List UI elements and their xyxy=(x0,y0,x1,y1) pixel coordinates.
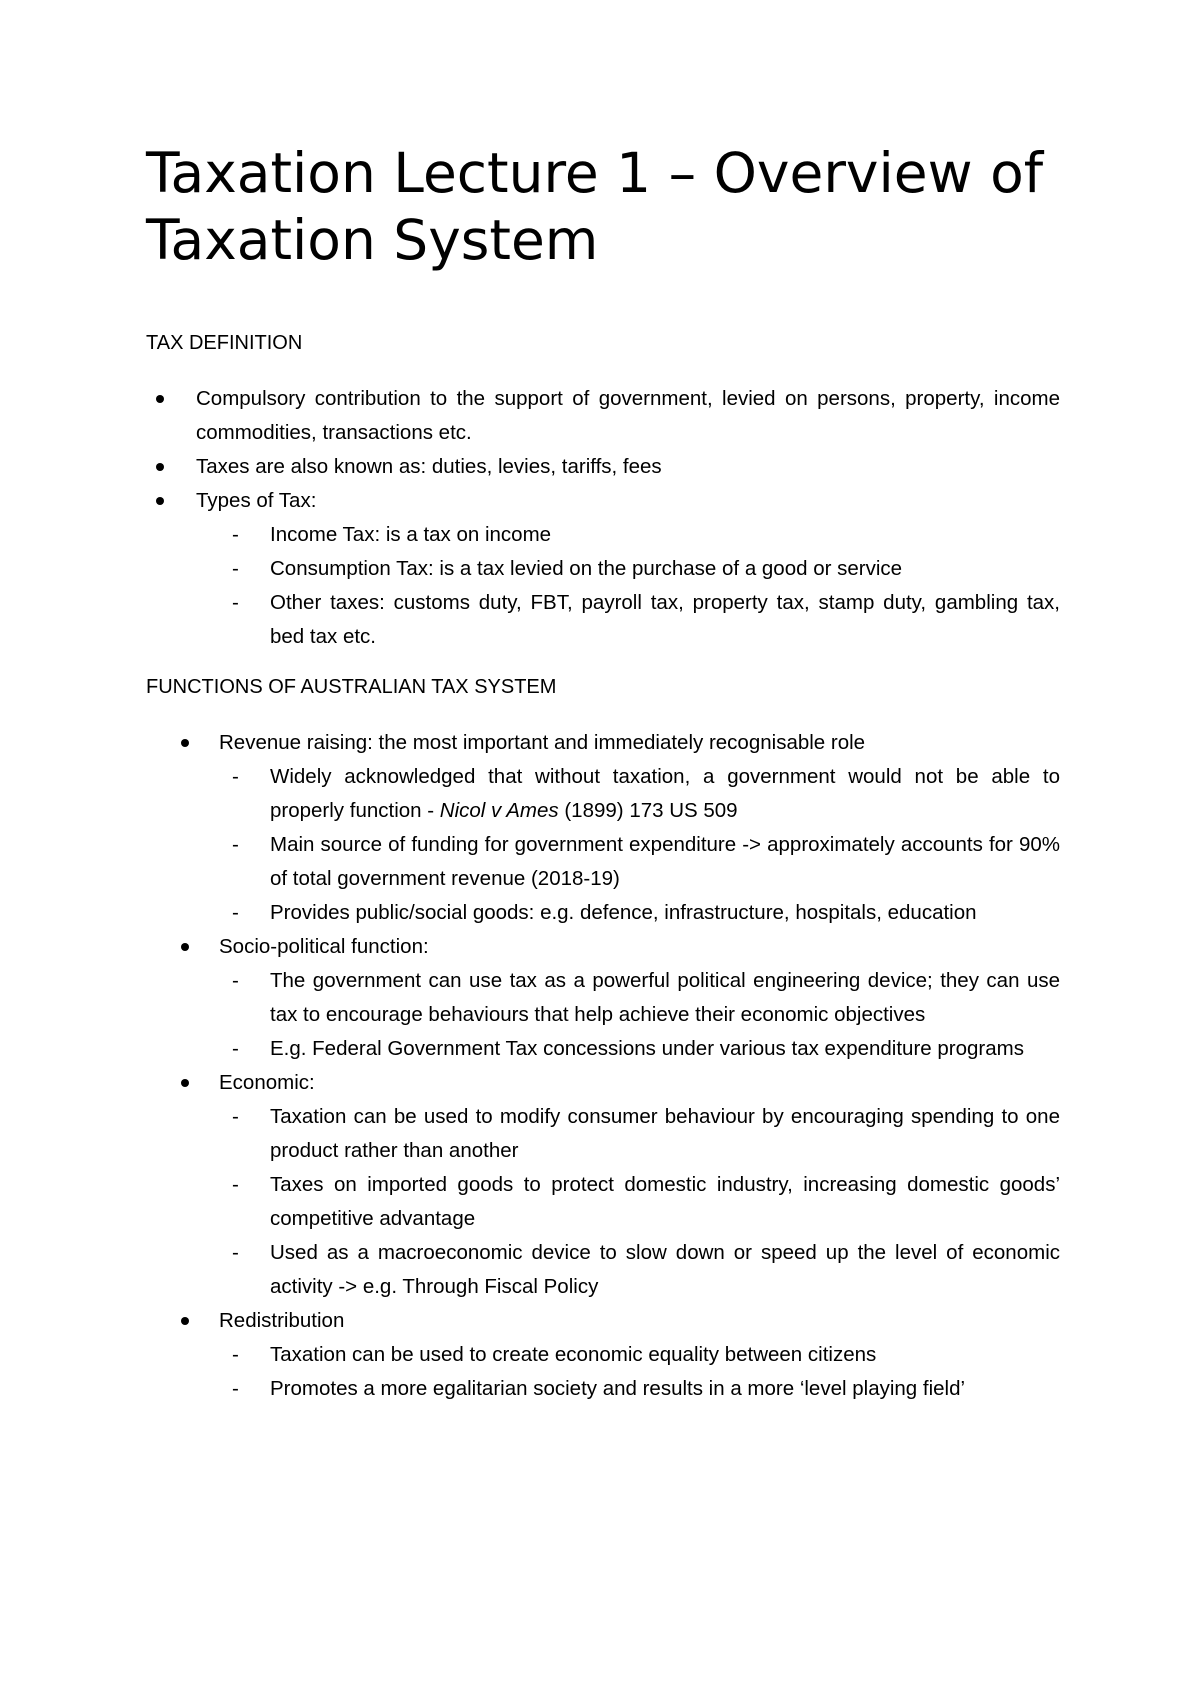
sub-list-item xyxy=(146,518,1060,552)
bullet-icon xyxy=(181,739,189,747)
functions-list xyxy=(146,726,1060,1406)
sub-list-item xyxy=(146,1372,1060,1406)
sub-list-item xyxy=(146,1168,1060,1236)
bullet-text: Economic: xyxy=(219,1071,315,1094)
bullet-icon xyxy=(181,1317,189,1325)
section-heading-functions: FUNCTIONS OF AUSTRALIAN TAX SYSTEM xyxy=(146,676,557,698)
list-item xyxy=(146,450,1060,484)
dash-icon: - xyxy=(232,557,239,580)
sub-item-text: Taxation can be used to modify consumer behaviour by encouraging spending to one product rather than another xyxy=(270,1105,1060,1162)
sub-item-text xyxy=(270,760,1060,828)
list-item xyxy=(146,1066,1060,1304)
sub-list-item xyxy=(146,1338,1060,1372)
dash-icon: - xyxy=(232,1377,239,1400)
sub-list xyxy=(219,964,1060,1066)
sub-item-text: The government can use tax as a powerful political engineering device; they can use tax to encourage behaviours that help achieve their economic objectives xyxy=(270,969,1060,1026)
bullet-text: Redistribution xyxy=(219,1309,345,1332)
section-heading-tax-definition: TAX DEFINITION xyxy=(146,332,303,354)
dash-icon: - xyxy=(232,969,239,992)
bullet-icon xyxy=(181,943,189,951)
sub-item-text: Income Tax: is a tax on income xyxy=(270,523,552,546)
sub-item-text: Used as a macroeconomic device to slow down or speed up the level of economic activity -> e.g. Through Fiscal Policy xyxy=(270,1241,1060,1298)
list-item xyxy=(146,382,1060,450)
dash-icon: - xyxy=(232,523,239,546)
dash-icon: - xyxy=(232,833,239,856)
dash-icon: - xyxy=(232,1105,239,1128)
list-item xyxy=(146,1304,1060,1406)
sub-list-item xyxy=(146,896,1060,930)
list-item xyxy=(146,930,1060,1066)
list-item xyxy=(146,726,1060,930)
sub-item-text: Main source of funding for government expenditure -> approximately accounts for 90% of total government revenue (2018-19) xyxy=(270,833,1060,890)
tax-definition-list xyxy=(146,382,1060,654)
bullet-text: Compulsory contribution to the support of government, levied on persons, property, income commodities, transactions etc. xyxy=(196,387,1060,444)
sub-list xyxy=(219,1338,1060,1406)
sub-list xyxy=(219,760,1060,930)
bullet-text: Types of Tax: xyxy=(196,489,317,512)
sub-item-text: Promotes a more egalitarian society and results in a more ‘level playing field’ xyxy=(270,1377,966,1400)
sub-item-lead-text: Widely acknowledged that without taxation, a government would not be able to properly function - xyxy=(270,765,1060,822)
sub-list-item xyxy=(146,1032,1060,1066)
sub-list-item xyxy=(146,552,1060,586)
sub-list-item xyxy=(146,1236,1060,1304)
page-title: Taxation Lecture 1 – Overview of Taxation System xyxy=(146,141,1044,272)
case-name: Nicol v Ames xyxy=(439,799,559,822)
sub-list xyxy=(196,518,1060,654)
dash-icon: - xyxy=(232,1343,239,1366)
sub-list-item xyxy=(146,586,1060,654)
dash-icon: - xyxy=(232,1037,239,1060)
bullet-icon xyxy=(181,1079,189,1087)
bullet-text: Taxes are also known as: duties, levies, tariffs, fees xyxy=(196,455,662,478)
dash-icon: - xyxy=(232,1173,239,1196)
case-citation: (1899) 173 US 509 xyxy=(564,799,738,822)
dash-icon: - xyxy=(232,1241,239,1264)
bullet-icon xyxy=(156,463,164,471)
document-page xyxy=(146,140,1060,1406)
sub-item-text: Taxation can be used to create economic equality between citizens xyxy=(270,1343,877,1366)
sub-item-text: Taxes on imported goods to protect domestic industry, increasing domestic goods’ competitive advantage xyxy=(270,1173,1060,1230)
bullet-text: Revenue raising: the most important and immediately recognisable role xyxy=(219,731,866,754)
dash-icon: - xyxy=(232,591,239,614)
bullet-text: Socio-political function: xyxy=(219,935,429,958)
bullet-icon xyxy=(156,497,164,505)
sub-list-item xyxy=(146,760,1060,828)
sub-list-item xyxy=(146,828,1060,896)
sub-item-text: Consumption Tax: is a tax levied on the purchase of a good or service xyxy=(270,557,903,580)
bullet-icon xyxy=(156,395,164,403)
sub-item-text: E.g. Federal Government Tax concessions under various tax expenditure programs xyxy=(270,1037,1024,1060)
dash-icon: - xyxy=(232,765,239,788)
sub-list-item xyxy=(146,1100,1060,1168)
sub-item-text: Provides public/social goods: e.g. defence, infrastructure, hospitals, education xyxy=(270,901,977,924)
sub-list-item xyxy=(146,964,1060,1032)
dash-icon: - xyxy=(232,901,239,924)
sub-item-text: Other taxes: customs duty, FBT, payroll tax, property tax, stamp duty, gambling tax, bed tax etc. xyxy=(270,591,1060,648)
list-item xyxy=(146,484,1060,654)
sub-list xyxy=(219,1100,1060,1304)
